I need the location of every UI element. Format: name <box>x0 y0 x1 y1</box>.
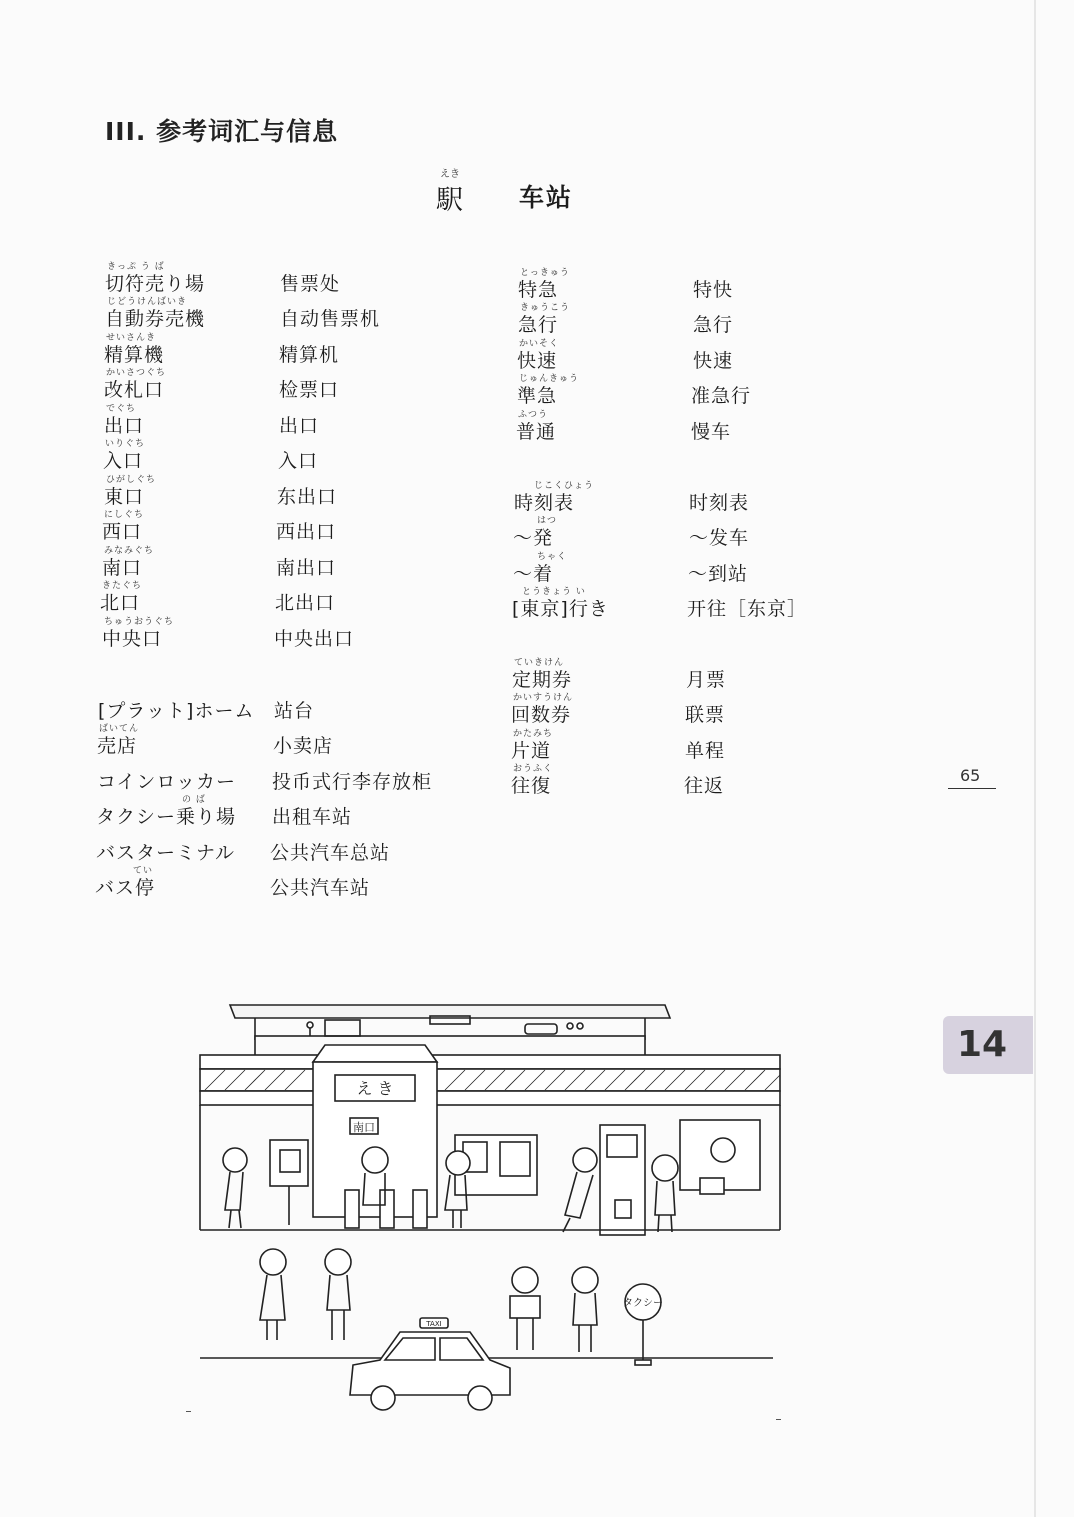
chinese-meaning: 精算机 <box>279 344 340 366</box>
japanese-term: 特急 <box>518 279 559 301</box>
person <box>325 1249 351 1275</box>
japanese-term: 片道 <box>511 740 552 762</box>
japanese-term: 切符売り場 <box>105 273 206 295</box>
chinese-meaning: 东出口 <box>277 486 338 508</box>
page-number: 65 <box>960 766 981 785</box>
station-sign-text: え き <box>356 1079 394 1098</box>
page-number-rule <box>948 788 996 789</box>
chinese-meaning: 入口 <box>278 450 319 472</box>
station-illustration <box>195 1000 785 1420</box>
chinese-meaning: 西出口 <box>276 521 337 543</box>
person <box>573 1148 597 1172</box>
japanese-term: 時刻表 <box>514 492 575 514</box>
person <box>512 1267 538 1293</box>
furigana: きたぐち <box>102 581 143 591</box>
japanese-term: ～発 <box>513 527 554 549</box>
ticket-gate <box>413 1190 427 1228</box>
taxi-roof-text: TAXI <box>426 1320 442 1328</box>
entrance-roof <box>313 1045 437 1062</box>
furigana: じゅんきゅう <box>519 374 580 384</box>
furigana: いりぐち <box>105 439 146 449</box>
chinese-meaning: 公共汽车总站 <box>270 842 391 864</box>
chinese-meaning: 公共汽车站 <box>270 877 371 899</box>
japanese-term: 快速 <box>517 350 558 372</box>
person <box>362 1147 388 1173</box>
taxi <box>350 1332 510 1395</box>
furigana: ていきけん <box>514 658 565 668</box>
title-kanji: 駅 <box>436 185 463 216</box>
furigana: せいさんき <box>106 333 157 343</box>
furigana: かいそく <box>519 339 560 349</box>
chinese-meaning: 开往［东京］ <box>687 598 808 620</box>
person <box>223 1148 247 1172</box>
furigana: じこくひょう <box>534 481 595 491</box>
furigana: きゅうこう <box>520 303 571 313</box>
chinese-meaning: 快速 <box>693 350 734 372</box>
bench <box>525 1024 557 1034</box>
japanese-term: 急行 <box>518 314 559 336</box>
furigana: ひがしぐち <box>106 475 157 485</box>
furigana: にしぐち <box>104 510 145 520</box>
chinese-meaning: ～发车 <box>689 527 750 549</box>
person <box>260 1249 286 1275</box>
japanese-term: バスターミナル <box>96 842 236 864</box>
japanese-term: 定期券 <box>512 669 573 691</box>
section-heading: III. 参考词汇与信息 <box>105 117 339 146</box>
furigana: かいさつぐち <box>106 368 167 378</box>
person <box>711 1138 735 1162</box>
japanese-term: 普通 <box>516 421 557 443</box>
chinese-meaning: 投币式行李存放柜 <box>272 771 433 793</box>
furigana: じどうけんばいき <box>107 297 188 307</box>
furigana: ちゃく <box>537 552 568 562</box>
person <box>572 1267 598 1293</box>
furigana: ちゅうおうぐち <box>104 617 175 627</box>
japanese-term: ～着 <box>513 563 554 585</box>
japanese-term: タクシー乗り場 <box>96 806 237 828</box>
chinese-meaning: 慢车 <box>691 421 732 443</box>
japanese-term: バス停 <box>95 877 156 899</box>
japanese-term: 売店 <box>97 735 138 757</box>
taxi-stand-label: タクシー <box>623 1298 663 1309</box>
japanese-term: [東京]行き <box>512 598 609 620</box>
phone-booth <box>270 1140 308 1186</box>
japanese-term: 東口 <box>104 486 145 508</box>
platform-sign <box>325 1020 360 1036</box>
title-translation: 车站 <box>519 183 574 212</box>
chinese-meaning: 检票口 <box>279 379 340 401</box>
chinese-meaning: 往返 <box>684 775 725 797</box>
chinese-meaning: 特快 <box>693 279 734 301</box>
japanese-term: 往復 <box>511 775 552 797</box>
furigana: かいすうけん <box>513 693 574 703</box>
chinese-meaning: 急行 <box>693 314 734 336</box>
chinese-meaning: 自动售票机 <box>280 308 381 330</box>
chinese-meaning: 小卖店 <box>273 735 334 757</box>
chinese-meaning: 联票 <box>685 704 726 726</box>
furigana: ばいてん <box>99 724 140 734</box>
japanese-term: 中央口 <box>102 628 163 650</box>
crop-mark <box>776 1419 781 1420</box>
page-edge <box>1034 0 1036 1517</box>
chapter-tab <box>943 1016 1033 1074</box>
chinese-meaning: 单程 <box>685 740 726 762</box>
furigana: てい <box>133 866 154 876</box>
chinese-meaning: 时刻表 <box>689 492 750 514</box>
crop-mark <box>186 1411 191 1412</box>
gate-sign-text: 南口 <box>353 1121 375 1134</box>
title-ruby: えき <box>440 169 460 180</box>
furigana: ふつう <box>518 410 549 420</box>
chinese-meaning: 售票处 <box>280 273 341 295</box>
chinese-meaning: 北出口 <box>275 592 336 614</box>
ticket-gate <box>345 1190 359 1228</box>
japanese-term: 南口 <box>102 557 143 579</box>
taxi-wheel <box>371 1386 395 1410</box>
japanese-term: 西口 <box>102 521 143 543</box>
chinese-meaning: 南出口 <box>276 557 337 579</box>
japanese-term: 改札口 <box>104 379 165 401</box>
chinese-meaning: 准急行 <box>691 385 752 407</box>
chinese-meaning: 月票 <box>686 669 727 691</box>
furigana: みなみぐち <box>104 546 155 556</box>
japanese-term: 自動券売機 <box>105 308 206 330</box>
japanese-term: 回数券 <box>511 704 572 726</box>
japanese-term: 準急 <box>517 385 558 407</box>
furigana: きっぷ う ば <box>107 262 165 272</box>
japanese-term: コインロッカー <box>97 771 237 793</box>
japanese-term: 精算機 <box>104 344 165 366</box>
chinese-meaning: 出租车站 <box>272 806 353 828</box>
japanese-term: 北口 <box>100 592 141 614</box>
furigana: の ば <box>182 795 206 805</box>
japanese-term: 入口 <box>103 450 144 472</box>
furigana: おうふく <box>513 764 554 774</box>
taxi-wheel <box>468 1386 492 1410</box>
title-word <box>436 170 463 217</box>
furigana: はつ <box>537 516 558 526</box>
person <box>446 1151 470 1175</box>
chinese-meaning: 中央出口 <box>274 628 355 650</box>
ticket-gate <box>380 1190 394 1228</box>
furigana: とっきゅう <box>520 268 570 278</box>
japanese-term: 出口 <box>104 415 145 437</box>
chapter-number: 14 <box>957 1024 1008 1065</box>
furigana: とうきょう い <box>522 587 586 597</box>
furigana: かたみち <box>513 729 554 739</box>
chinese-meaning: 站台 <box>274 700 315 722</box>
person <box>652 1155 678 1181</box>
japanese-term: [プラット]ホーム <box>98 700 255 722</box>
furigana: でぐち <box>106 404 137 414</box>
chinese-meaning: 出口 <box>279 415 320 437</box>
chinese-meaning: ～到站 <box>688 563 749 585</box>
